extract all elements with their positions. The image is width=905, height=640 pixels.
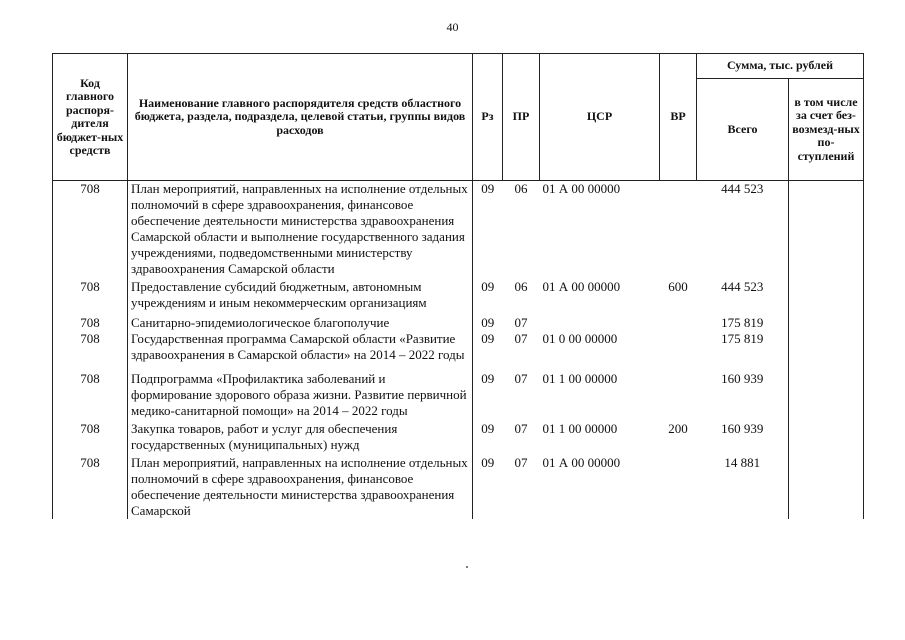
header-gratuitous: в том числе за счет без-возмезд-ных по-ступлений — [789, 79, 864, 181]
cell-rz: 09 — [481, 181, 495, 196]
cell-pr: 07 — [514, 421, 528, 436]
cell-name: Подпрограмма «Профилактика заболеваний и формирование здорового образа жизни. Развитие первичной медико-санитарной помощи» на 2014 – 2022 годы — [128, 363, 473, 419]
cell-gratuitous — [789, 453, 864, 519]
cell-code: 708 — [53, 331, 128, 363]
cell-name: Государственная программа Самарской области «Развитие здравоохранения в Самарской области» на 2014 – 2022 годы — [128, 331, 473, 363]
cell-vr — [660, 311, 697, 331]
cell-csr — [540, 311, 660, 331]
cell-code: 708 — [53, 419, 128, 453]
cell-gratuitous — [789, 181, 864, 278]
table-row — [53, 453, 864, 519]
cell-total: 444 523 — [721, 279, 764, 294]
cell-total: 160 939 — [721, 371, 764, 386]
cell-csr: 01 0 00 00000 — [542, 331, 618, 346]
table-row — [53, 277, 864, 311]
cell-gratuitous — [789, 363, 864, 419]
cell-vr: 600 — [668, 279, 688, 294]
cell-code: 708 — [53, 277, 128, 311]
cell-name: Закупка товаров, работ и услуг для обеспечения государственных (муниципальных) нужд — [128, 419, 473, 453]
budget-table — [52, 53, 864, 519]
header-name: Наименование главного распорядителя средств областного бюджета, раздела, подраздела, целевой статьи, группы видов расходов — [128, 54, 473, 181]
cell-total: 444 523 — [721, 181, 764, 196]
cell-gratuitous — [789, 331, 864, 363]
cell-pr: 07 — [514, 331, 528, 346]
cell-pr: 06 — [514, 181, 528, 196]
cell-rz: 09 — [481, 279, 495, 294]
table-row — [53, 331, 864, 363]
cell-vr — [660, 181, 697, 278]
cell-code: 708 — [53, 453, 128, 519]
table-body — [53, 181, 864, 520]
cell-rz: 09 — [481, 315, 495, 330]
cell-name: Предоставление субсидий бюджетным, автономным учреждениям и иным некоммерческим организациям — [128, 277, 473, 311]
cell-rz: 09 — [481, 421, 495, 436]
cell-gratuitous — [789, 277, 864, 311]
cell-rz: 09 — [481, 455, 495, 470]
cell-gratuitous — [789, 419, 864, 453]
cell-rz: 09 — [481, 371, 495, 386]
cell-vr: 200 — [668, 421, 688, 436]
cell-vr — [660, 363, 697, 419]
table-row — [53, 363, 864, 419]
cell-csr: 01 А 00 00000 — [542, 181, 621, 196]
header-code: Код главного распоря-дителя бюджет-ных средств — [53, 54, 128, 181]
table-row — [53, 419, 864, 453]
cell-code: 708 — [53, 181, 128, 278]
cell-pr: 07 — [514, 315, 528, 330]
cell-rz: 09 — [481, 331, 495, 346]
cell-gratuitous — [789, 311, 864, 331]
header-csr: ЦСР — [540, 54, 660, 181]
cell-csr: 01 1 00 00000 — [542, 371, 618, 386]
cell-pr: 06 — [514, 279, 528, 294]
header-sum-group: Сумма, тыс. рублей — [697, 54, 864, 79]
cell-total: 160 939 — [721, 421, 764, 436]
cell-name: План мероприятий, направленных на исполнение отдельных полномочий в сфере здравоохранения, финансовое обеспечение деятельности министерства здравоохранения Самарской — [128, 453, 473, 519]
cell-pr: 07 — [514, 455, 528, 470]
cell-csr: 01 1 00 00000 — [542, 421, 618, 436]
cell-pr: 07 — [514, 371, 528, 386]
header-rz: Рз — [473, 54, 503, 181]
cell-total: 14 881 — [724, 455, 761, 470]
cell-vr — [660, 453, 697, 519]
header-vr: ВР — [660, 54, 697, 181]
cell-csr: 01 А 00 00000 — [542, 455, 621, 470]
cell-name: Санитарно-эпидемиологическое благополучие — [128, 311, 473, 331]
page-number: 40 — [446, 20, 459, 34]
cell-vr — [660, 331, 697, 363]
cell-code: 708 — [53, 363, 128, 419]
header-pr: ПР — [503, 54, 540, 181]
table-row — [53, 181, 864, 278]
cell-name: План мероприятий, направленных на исполнение отдельных полномочий в сфере здравоохранения, финансовое обеспечение деятельности министерства здравоохранения Самарской области и выполнение государственного задания учреждениями, подведомственными министерству здравоохранения Самарской области — [128, 181, 473, 278]
scan-speck — [466, 566, 468, 568]
table-header — [53, 54, 864, 181]
table-row — [53, 311, 864, 331]
cell-total: 175 819 — [721, 315, 764, 330]
cell-code: 708 — [53, 311, 128, 331]
cell-csr: 01 А 00 00000 — [542, 279, 621, 294]
header-total: Всего — [697, 79, 789, 181]
cell-total: 175 819 — [721, 331, 764, 346]
